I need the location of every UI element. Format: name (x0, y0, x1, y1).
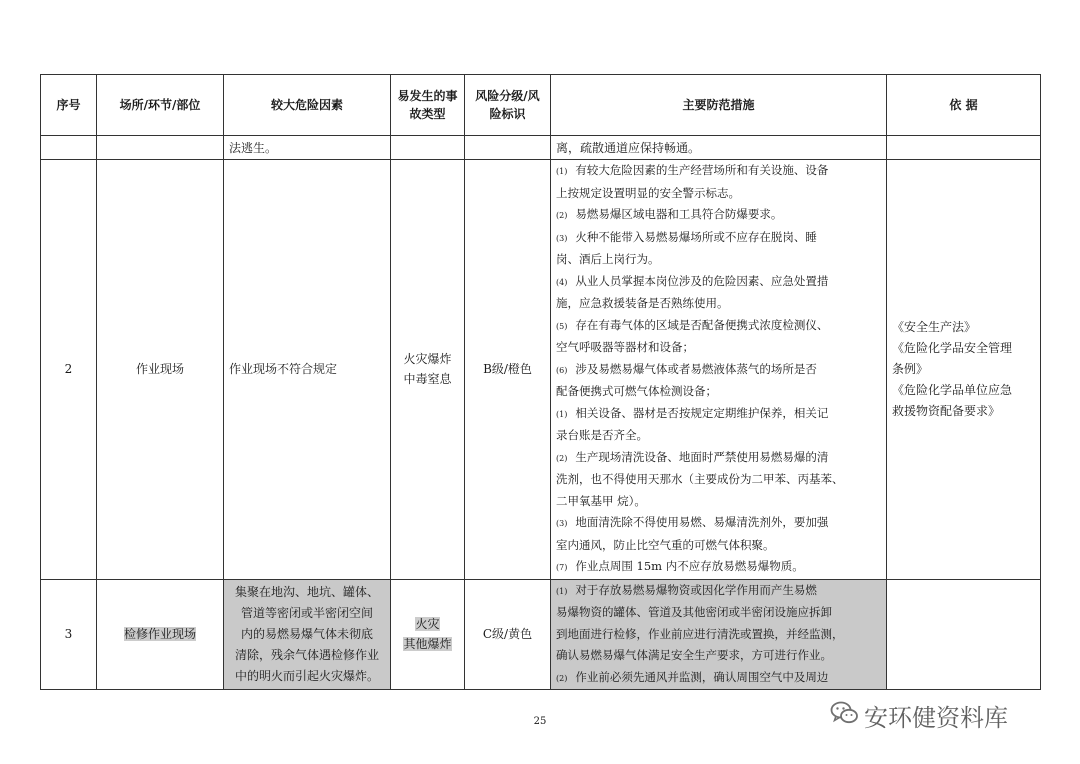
measure-text: 配备便携式可燃气体检测设备； (556, 384, 717, 398)
measure-text: 火种不能带入易燃易爆场所或不应存在脱岗、睡 (575, 229, 817, 244)
measure-text: 岗、酒后上岗行为。 (556, 252, 660, 266)
measure-text: 对于存放易燃易爆物资或因化学作用而产生易燃 (575, 582, 817, 597)
measure-line (556, 160, 881, 183)
accident-line: 中毒窒息 (403, 372, 452, 387)
measure-number: (3) (556, 233, 568, 243)
header-accident: 易发生的事故类型 (391, 75, 465, 136)
measure-line (556, 293, 881, 315)
row-place: 作业现场 (97, 160, 224, 580)
measure-number: (1) (556, 586, 568, 596)
measure-number: (3) (556, 519, 568, 528)
accident-line: 火灾爆炸 (403, 351, 452, 366)
header-level: 风险分级/风险标识 (465, 75, 551, 136)
measure-text: 作业点周围 15m 内不应存放易燃易爆物质。 (575, 559, 804, 573)
measure-number: (2) (556, 673, 568, 683)
measure-text: 二甲氧基甲 烷）。 (556, 493, 646, 508)
row-factor (224, 579, 391, 690)
measure-text: 有较大危险因素的生产经营场所和有关设施、设备 (575, 163, 829, 177)
row-level: B级/橙色 (465, 160, 551, 580)
measure-number: (2) (556, 211, 568, 220)
measure-line (556, 381, 881, 403)
measure-text: 空气呼吸器等器材和设备； (556, 340, 694, 354)
cont-measure: 离，疏散通道应保持畅通。 (551, 136, 887, 160)
measure-line (556, 249, 881, 271)
measure-line (556, 512, 881, 535)
measure-text: 涉及易燃易爆气体或者易燃液体蒸气的场所是否 (575, 361, 817, 376)
measure-line (556, 204, 881, 227)
row-measures (551, 579, 887, 690)
measure-text: 从业人员掌握本岗位涉及的危险因素、应急处置措 (575, 273, 829, 288)
row-accident (391, 579, 465, 690)
measure-line (556, 535, 881, 557)
wechat-icon (830, 700, 864, 732)
row-measures (551, 160, 887, 580)
basis-line: 《危险化学品单位应急 (892, 382, 1013, 397)
measure-line (556, 580, 881, 603)
measure-text: 上按规定设置明显的安全警示标志。 (556, 185, 740, 200)
measure-number: (7) (556, 563, 568, 572)
page-number: 25 (533, 716, 547, 727)
measure-text: 存在有毒气体的区域是否配备便携式浓度检测仪、 (575, 317, 829, 332)
measure-line (556, 469, 881, 491)
cont-level (465, 136, 551, 160)
measure-line (556, 425, 881, 447)
basis-line: 《危险化学品安全管理 (892, 340, 1013, 355)
measure-line (556, 337, 881, 359)
basis-line: 条例》 (892, 361, 929, 376)
measure-number: (2) (556, 453, 568, 463)
measure-text: 易爆物资的罐体、管道及其他密闭或半密闭设施应拆卸 (556, 605, 832, 619)
accident-line: 其他爆炸 (403, 637, 452, 652)
measure-text: 洗剂，也不得使用天那水（主要成份为二甲苯、丙基苯、 (556, 472, 844, 486)
header-basis: 依 据 (887, 75, 1041, 136)
measure-text: 地面清洗除不得使用易燃、易爆清洗剂外，要加强 (575, 515, 829, 529)
measure-line (556, 447, 881, 470)
measure-line (556, 491, 881, 513)
measure-line (556, 602, 881, 624)
cont-factor: 法逃生。 (224, 136, 391, 160)
continuation-row (41, 136, 1041, 160)
place-text: 检修作业现场 (123, 627, 196, 641)
measure-text: 室内通风，防止比空气重的可燃气体积聚。 (556, 537, 775, 552)
measure-line (556, 183, 881, 205)
basis-line: 《安全生产法》 (892, 319, 977, 334)
measure-text: 确认易燃易爆气体满足安全生产要求，方可进行作业。 (556, 648, 832, 662)
measure-number: (1) (556, 409, 568, 419)
row-no: 3 (41, 579, 97, 690)
measure-line (556, 667, 881, 690)
factor-line: 内的易燃易爆气体未彻底 (240, 626, 373, 641)
factor-line: 集聚在地沟、地坑、罐体、 (234, 584, 379, 599)
measure-line (556, 315, 881, 338)
row-basis (887, 579, 1041, 690)
measure-line (556, 403, 881, 426)
row-accident (391, 160, 465, 580)
header-no: 序号 (41, 75, 97, 136)
measure-number: (1) (556, 167, 568, 176)
row-no: 2 (41, 160, 97, 580)
measure-text: 作业前必须先通风并监测，确认周围空气中及周边 (575, 669, 829, 684)
row-place (97, 579, 224, 690)
basis-line: 救援物资配备要求》 (892, 403, 1001, 418)
measure-text: 录台账是否齐全。 (556, 428, 648, 442)
measure-number: (6) (556, 365, 568, 375)
measure-text: 到地面进行检修，作业前应进行清洗或置换，并经监测， (556, 626, 844, 641)
measure-line (556, 271, 881, 294)
watermark-text: 安环健资料库 (864, 704, 1008, 732)
table-header-row (41, 75, 1041, 136)
measure-line (556, 556, 881, 579)
measure-text: 易燃易爆区域电器和工具符合防爆要求。 (575, 207, 783, 221)
measure-number: (5) (556, 321, 568, 331)
risk-table (40, 74, 1041, 690)
measure-text: 生产现场清洗设备、地面时严禁使用易燃易爆的清 (575, 449, 829, 464)
table-row (41, 579, 1041, 690)
cont-accident (391, 136, 465, 160)
measure-line (556, 645, 881, 667)
header-measures: 主要防范措施 (551, 75, 887, 136)
measure-text: 施，应急救援装备是否熟练使用。 (556, 296, 729, 310)
row-basis (887, 160, 1041, 580)
measure-line (556, 624, 881, 646)
measure-line (556, 227, 881, 250)
cont-place (97, 136, 224, 160)
measure-text: 相关设备、器材是否按规定定期维护保养，相关记 (575, 405, 829, 420)
watermark (830, 698, 1008, 733)
cont-no (41, 136, 97, 160)
row-factor: 作业现场不符合规定 (224, 160, 391, 580)
factor-line: 清除，残余气体遇检修作业 (234, 647, 379, 662)
measure-line (556, 359, 881, 382)
table-row (41, 160, 1041, 580)
header-factor: 较大危险因素 (224, 75, 391, 136)
factor-line: 中的明火而引起火灾爆炸。 (234, 668, 379, 683)
measure-number: (4) (556, 277, 568, 287)
row-level: C级/黄色 (465, 579, 551, 690)
accident-line: 火灾 (415, 616, 440, 631)
factor-line: 管道等密闭或半密闭空间 (240, 605, 373, 620)
cont-basis (887, 136, 1041, 160)
header-place: 场所/环节/部位 (97, 75, 224, 136)
